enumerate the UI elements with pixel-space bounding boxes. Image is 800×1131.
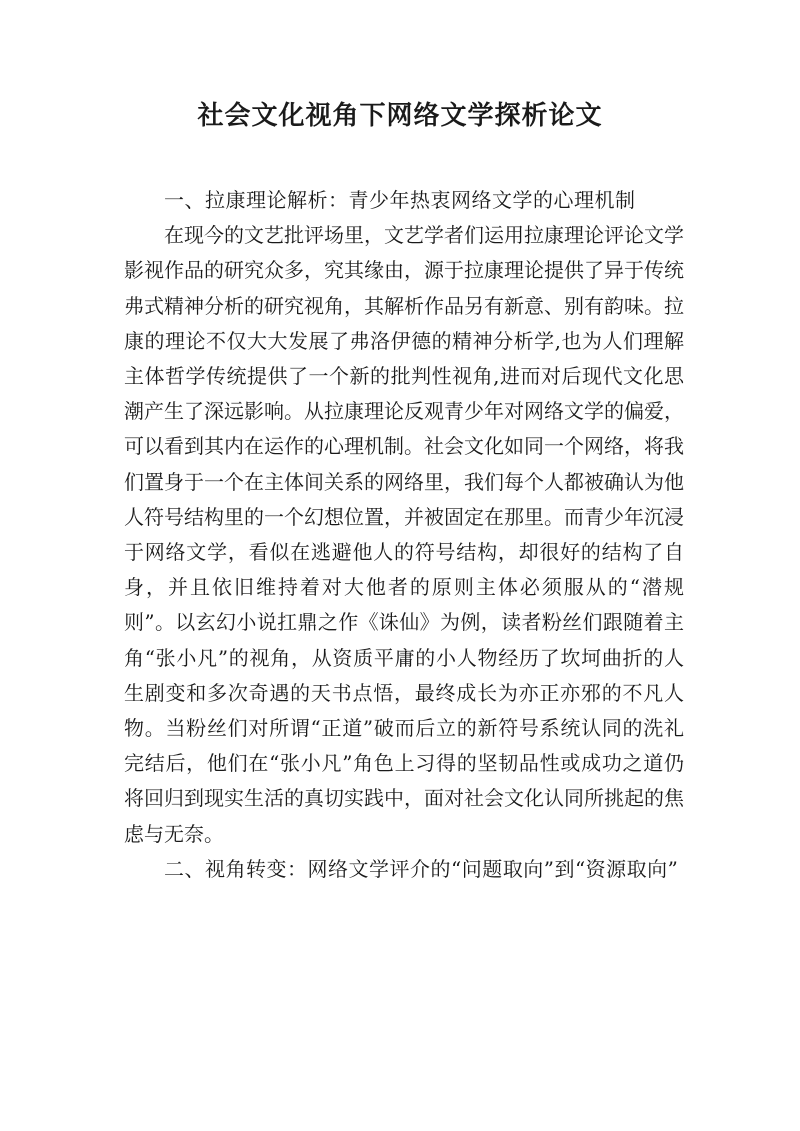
body-paragraph: 在现今的文艺批评场里，文艺学者们运用拉康理论评论文学影视作品的研究众多，究其缘由，源于拉康理论提供了异于传统弗式精神分析的研究视角，其解析作品另有新意、别有韵味。拉康的理论不仅大大发展了弗洛伊德的精神分析学,也为人们理解主体哲学传统提供了一个新的批判性视角,进而对后现代文化思潮产生了深远影响。从拉康理论反观青少年对网络文学的偏爱，可以看到其内在运作的心理机制。社会文化如同一个网络，将我们置身于一个在主体间关系的网络里，我们每个人都被确认为他人符号结构里的一个幻想位置，并被固定在那里。而青少年沉浸于网络文学，看似在逃避他人的符号结构，却很好的结构了自身，并且依旧维持着对大他者的原则主体必须服从的“潜规则”。以玄幻小说扛鼎之作《诛仙》为例，读者粉丝们跟随着主角“张小凡”的视角，从资质平庸的小人物经历了坎坷曲折的人生剧变和多次奇遇的天书点悟，最终成长为亦正亦邪的不凡人物。当粉丝们对所谓“正道”破而后立的新符号系统认同的洗礼完结后，他们在“张小凡”角色上习得的坚韧品性或成功之道仍将回归到现实生活的真切实践中，面对社会文化认同所挑起的焦虑与无奈。 (124, 223, 684, 846)
section-heading-2: 二、视角转变：网络文学评介的“问题取向”到“资源取向” (164, 856, 679, 881)
section-heading-1: 一、拉康理论解析：青少年热衷网络文学的心理机制 (164, 188, 636, 212)
document-body (124, 183, 684, 887)
document-title: 社会文化视角下网络文学探析论文 (197, 101, 603, 131)
